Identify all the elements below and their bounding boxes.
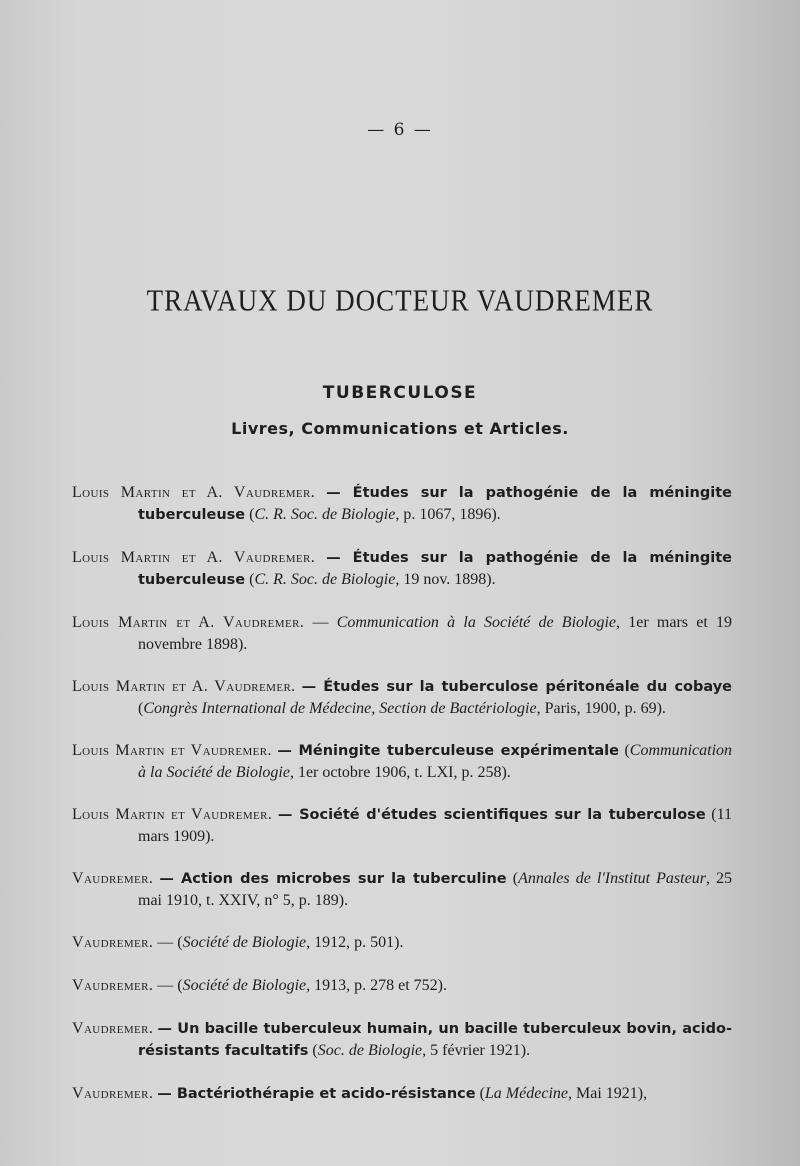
main-title: TRAVAUX DU DOCTEUR VAUDREMER bbox=[146, 282, 654, 318]
entry-title: — Bactériothérapie et acido-résistance bbox=[157, 1086, 476, 1102]
entry-details: , 1er octobre 1906, t. LXI, p. 258). bbox=[289, 764, 511, 781]
entry-details: (11 mars 1909). bbox=[138, 806, 733, 845]
entry-pre: ( bbox=[618, 742, 630, 759]
entry-authors: Vaudremer. bbox=[72, 1085, 154, 1102]
entry-details: , 19 nov. 1898). bbox=[395, 571, 496, 588]
entry-authors: Louis Martin et A. Vaudremer. bbox=[72, 549, 316, 566]
entry-authors: Vaudremer. bbox=[72, 977, 154, 994]
entry-reference: Société de Biologie bbox=[182, 977, 307, 994]
entry-details: , Mai 1921), bbox=[567, 1085, 648, 1102]
bibliography-entry bbox=[72, 804, 732, 847]
entry-authors: Louis Martin et A. Vaudremer. bbox=[72, 484, 316, 501]
entry-pre: ( bbox=[308, 1042, 318, 1059]
entry-authors: Vaudremer. bbox=[72, 1020, 154, 1037]
entry-details: , p. 1067, 1896). bbox=[395, 506, 501, 523]
entry-pre: ( bbox=[245, 506, 255, 523]
entry-details: , 1913, p. 278 et 752). bbox=[306, 977, 447, 994]
entry-reference: Congrès International de Médecine, Section de Bactériologie bbox=[143, 700, 537, 717]
entry-pre: — bbox=[304, 614, 337, 631]
bibliography-entry bbox=[72, 482, 732, 526]
entry-details: , 1er mars et 19 novembre 1898). bbox=[138, 614, 733, 653]
entry-pre: ( bbox=[506, 870, 519, 887]
entry-pre: ( bbox=[138, 700, 144, 717]
entry-reference: Communication à la Société de Biologie bbox=[138, 742, 733, 781]
entry-reference: Annales de l'Institut Pasteur bbox=[518, 870, 706, 887]
bibliography-entry bbox=[72, 868, 732, 911]
entry-pre: — ( bbox=[153, 977, 183, 994]
entry-details: , 25 mai 1910, t. XXIV, n° 5, p. 189). bbox=[138, 870, 733, 909]
section-title: TUBERCULOSE bbox=[322, 383, 478, 403]
entry-pre: — ( bbox=[153, 934, 183, 951]
entry-authors: Louis Martin et A. Vaudremer. bbox=[72, 678, 296, 695]
entry-pre: ( bbox=[475, 1085, 485, 1102]
entry-title: — Un bacille tuberculeux humain, un bacille tuberculeux bovin, acido-résistants facultatifs bbox=[138, 1021, 732, 1059]
bibliography-entry bbox=[72, 1083, 732, 1105]
entry-title: — Méningite tuberculeuse expérimentale bbox=[277, 743, 619, 759]
entry-authors: Vaudremer. bbox=[72, 934, 154, 951]
bibliography-entry bbox=[72, 932, 732, 954]
entry-reference: Communication à la Société de Biologie bbox=[336, 614, 617, 631]
entry-reference: C. R. Soc. de Biologie bbox=[254, 571, 396, 588]
entry-reference: Soc. de Biologie bbox=[317, 1042, 423, 1059]
entry-authors: Louis Martin et Vaudremer. bbox=[72, 742, 272, 759]
entry-details: , 1912, p. 501). bbox=[306, 934, 404, 951]
bibliography-entry bbox=[72, 975, 732, 997]
bibliography-list bbox=[72, 482, 732, 1126]
entry-title: — Études sur la tuberculose péritonéale du cobaye bbox=[301, 679, 733, 695]
entry-authors: Vaudremer. bbox=[72, 870, 154, 887]
entry-authors: Louis Martin et Vaudremer. bbox=[72, 806, 273, 823]
entry-reference: Société de Biologie bbox=[182, 934, 307, 951]
section-subtitle: Livres, Communications et Articles. bbox=[231, 419, 569, 438]
entry-title: — Action des microbes sur la tuberculine bbox=[159, 871, 507, 887]
bibliography-entry bbox=[72, 612, 732, 655]
entry-title: — Études sur la pathogénie de la méningite tuberculeuse bbox=[138, 550, 732, 588]
entry-title: — Études sur la pathogénie de la méningite tuberculeuse bbox=[138, 485, 732, 523]
bibliography-entry bbox=[72, 547, 732, 591]
page-number: — 6 — bbox=[367, 120, 433, 140]
entry-pre: ( bbox=[245, 571, 255, 588]
bibliography-entry bbox=[72, 740, 732, 783]
entry-reference: C. R. Soc. de Biologie bbox=[254, 506, 396, 523]
entry-reference: La Médecine bbox=[484, 1085, 568, 1102]
entry-authors: Louis Martin et A. Vaudremer. bbox=[72, 614, 305, 631]
entry-title: — Société d'études scientifiques sur la tuberculose bbox=[277, 807, 706, 823]
entry-details: , Paris, 1900, p. 69). bbox=[536, 700, 666, 717]
entry-details: , 5 février 1921). bbox=[422, 1042, 531, 1059]
bibliography-entry bbox=[72, 676, 732, 719]
bibliography-entry bbox=[72, 1018, 732, 1062]
